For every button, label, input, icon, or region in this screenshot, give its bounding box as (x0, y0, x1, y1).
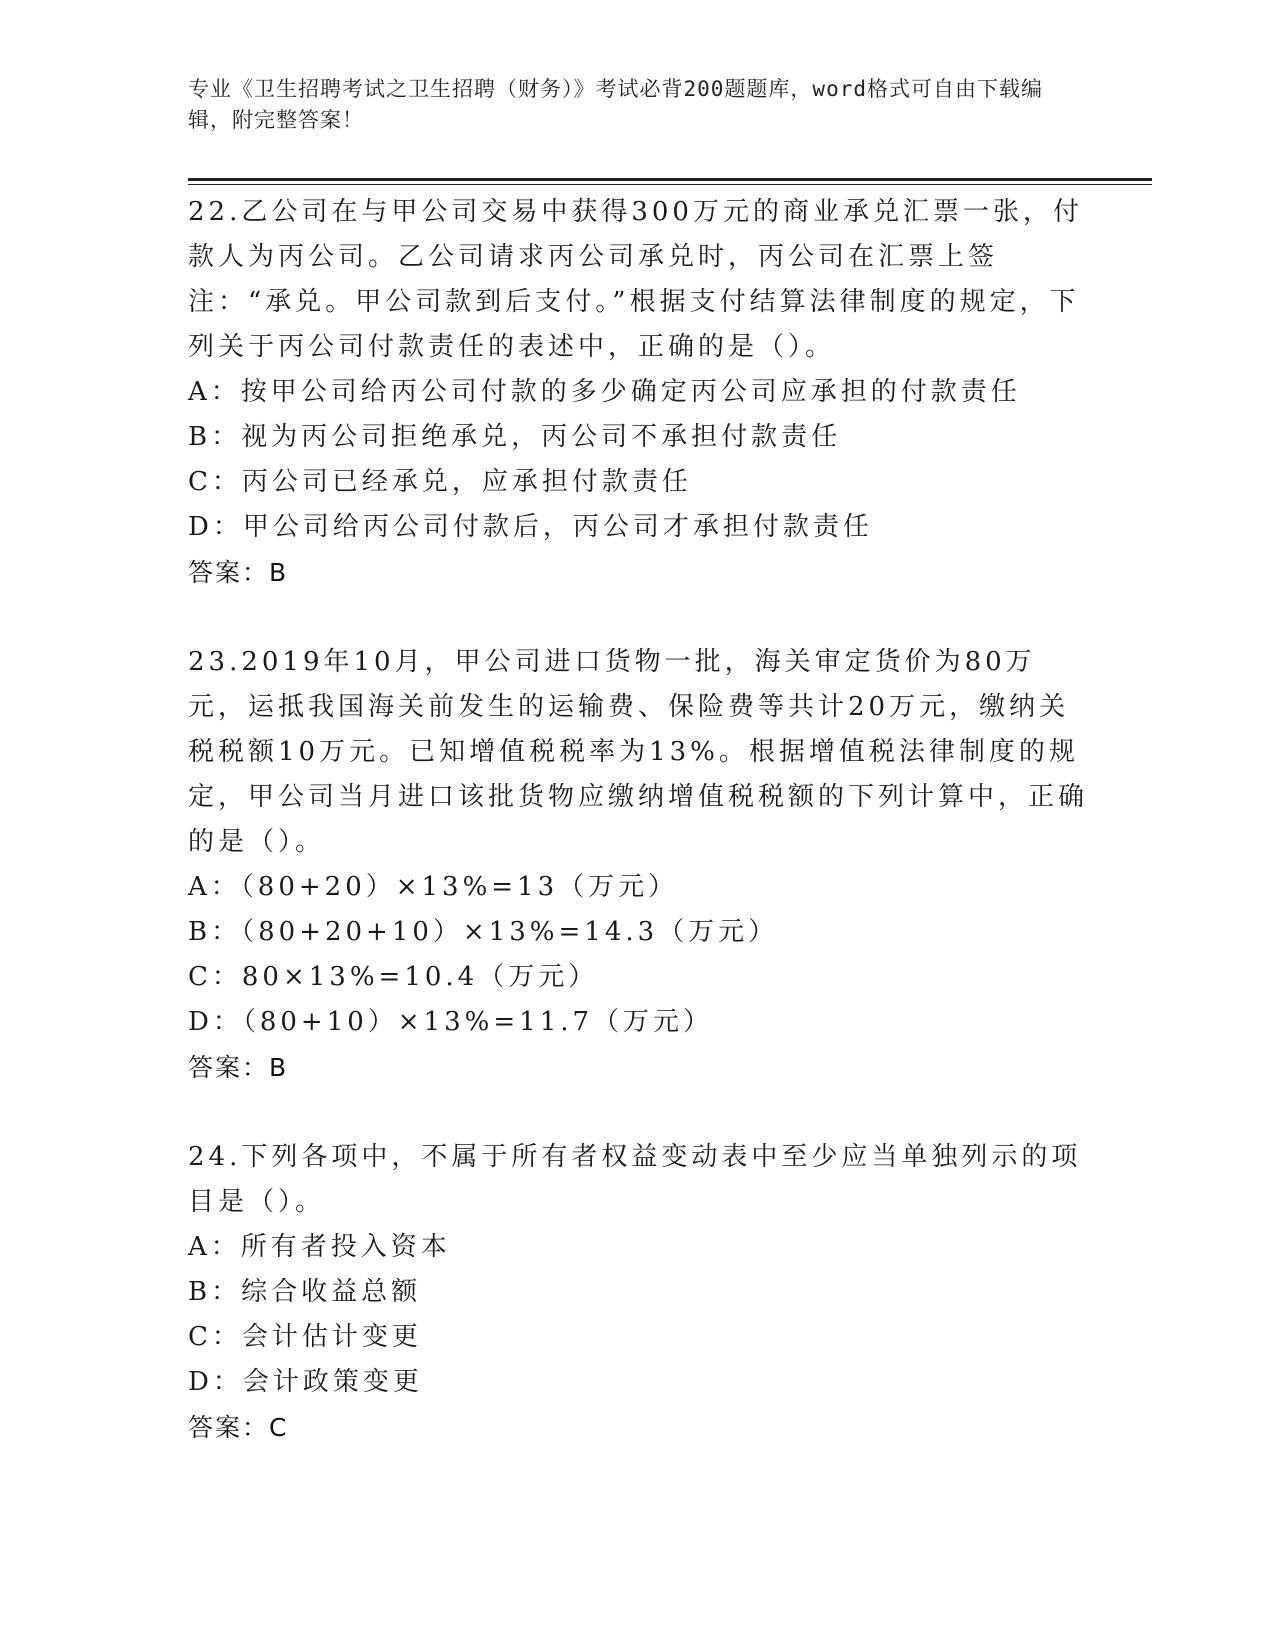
option-c: C：会计估计变更 (188, 1322, 422, 1352)
question-text: 22.乙公司在与甲公司交易中获得300万元的商业承兑汇票一张，付款人为丙公司。乙公司请求丙公司承兑时，丙公司在汇票上签注：“承兑。甲公司款到后支付。”根据支付结算法律制度的规定，下列关于丙公司付款责任的表述中，正确的是（）。 (188, 197, 1083, 362)
option-a: A：（80+20）×13%=13（万元） (188, 872, 679, 902)
answer: 答案：B (188, 558, 289, 587)
option-a: A：所有者投入资本 (188, 1232, 451, 1262)
question-23 (188, 640, 1088, 1090)
question-spacer (188, 1090, 1088, 1135)
answer: 答案：C (188, 1413, 289, 1442)
option-d: D：（80+10）×13%=11.7（万元） (188, 1007, 714, 1037)
question-list (188, 190, 1088, 1450)
question-22 (188, 190, 1088, 595)
question-text: 24.下列各项中，不属于所有者权益变动表中至少应当单独列示的项目是（）。 (188, 1142, 1082, 1217)
header-divider-thick (188, 178, 1152, 181)
option-d: D：会计政策变更 (188, 1367, 423, 1397)
question-spacer (188, 595, 1088, 640)
option-b: B：（80+20+10）×13%=14.3（万元） (188, 917, 779, 947)
answer: 答案：B (188, 1053, 289, 1082)
document-header: 专业《卫生招聘考试之卫生招聘（财务）》考试必背200题题库，word格式可自由下载编辑，附完整答案！ (188, 77, 1043, 132)
option-c: C：丙公司已经承兑，应承担付款责任 (188, 467, 692, 497)
question-24 (188, 1135, 1088, 1450)
option-d: D：甲公司给丙公司付款后，丙公司才承担付款责任 (188, 512, 873, 542)
header-divider-thin (188, 184, 1152, 185)
option-a: A：按甲公司给丙公司付款的多少确定丙公司应承担的付款责任 (188, 377, 1021, 407)
question-text: 23.2019年10月，甲公司进口货物一批，海关审定货价为80万元，运抵我国海关前发生的运输费、保险费等共计20万元，缴纳关税税额10万元。已知增值税税率为13%。根据增值税法律制度的规定，甲公司当月进口该批货物应缴纳增值税税额的下列计算中，正确的是（）。 (188, 647, 1089, 857)
option-c: C：80×13%=10.4（万元） (188, 962, 599, 992)
option-b: B：视为丙公司拒绝承兑，丙公司不承担付款责任 (188, 422, 842, 452)
option-b: B：综合收益总额 (188, 1277, 422, 1307)
